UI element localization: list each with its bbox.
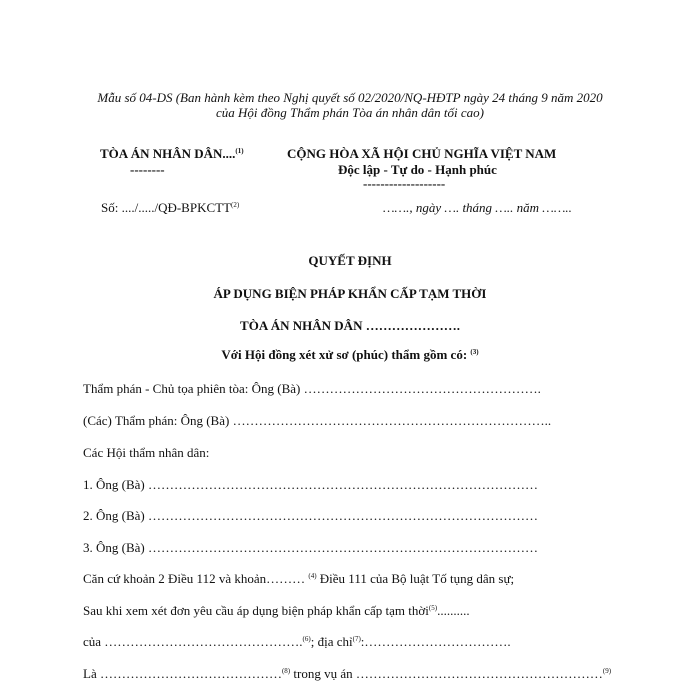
legal-basis-line: Căn cứ khoản 2 Điều 112 và khoản……… $^{(4)}$ Điều 111 của Bộ luật Tố tụng dân sự;: [83, 571, 515, 586]
court-divider: --------: [130, 162, 165, 177]
judges-line: (Các) Thẩm phán: Ông (Bà) ………………………………………………………………..: [83, 413, 552, 428]
council-heading: Với Hội đồng xét xử sơ (phúc) thẩm gồm có: $^{(3)}$: [221, 347, 479, 362]
court-name: TÒA ÁN NHÂN DÂN....$^{(1)}$: [100, 146, 244, 161]
motto-divider: -------------------: [363, 176, 446, 191]
country-name: CỘNG HÒA XÃ HỘI CHỦ NGHĨA VIỆT NAM: [287, 146, 557, 161]
national-motto: Độc lập - Tự do - Hạnh phúc: [338, 162, 497, 177]
party-role-line: Là ……………………………………$^{(8)}$ trong vụ án …………………………………………………$^{(9)}$: [83, 666, 612, 681]
juror-line-3: 3. Ông (Bà) ………………………………………………………………………………: [83, 540, 538, 555]
applicant-line: của ……………………………………….$^{(6)}$; địa chỉ$^{(7)}$:…………………………….: [83, 634, 511, 649]
document-title: QUYẾT ĐỊNH: [308, 253, 392, 268]
review-line: Sau khi xem xét đơn yêu cầu áp dụng biện pháp khẩn cấp tạm thời$^{(5)}$..........: [83, 603, 470, 618]
jurors-label: Các Hội thẩm nhân dân:: [83, 445, 210, 460]
header-note-line-1: Mẫu số 04-DS (Ban hành kèm theo Nghị quyết số 02/2020/NQ-HĐTP ngày 24 tháng 9 năm 2020: [97, 90, 603, 105]
juror-line-1: 1. Ông (Bà) ………………………………………………………………………………: [83, 477, 538, 492]
court-line: TÒA ÁN NHÂN DÂN ………………….: [240, 318, 460, 333]
date-line: ……., ngày …. tháng ….. năm ……..: [383, 200, 572, 215]
header-note-line-2: của Hội đồng Thẩm phán Tòa án nhân dân tối cao): [216, 105, 484, 120]
decision-number: Số: ..../...../QĐ-BPKCTT$^{(2)}$: [101, 200, 240, 215]
juror-line-2: 2. Ông (Bà) ………………………………………………………………………………: [83, 508, 538, 523]
presiding-judge-line: Thẩm phán - Chủ tọa phiên tòa: Ông (Bà) ……………………………………………….: [83, 381, 541, 396]
document-subtitle: ÁP DỤNG BIỆN PHÁP KHẨN CẤP TẠM THỜI: [213, 286, 487, 301]
